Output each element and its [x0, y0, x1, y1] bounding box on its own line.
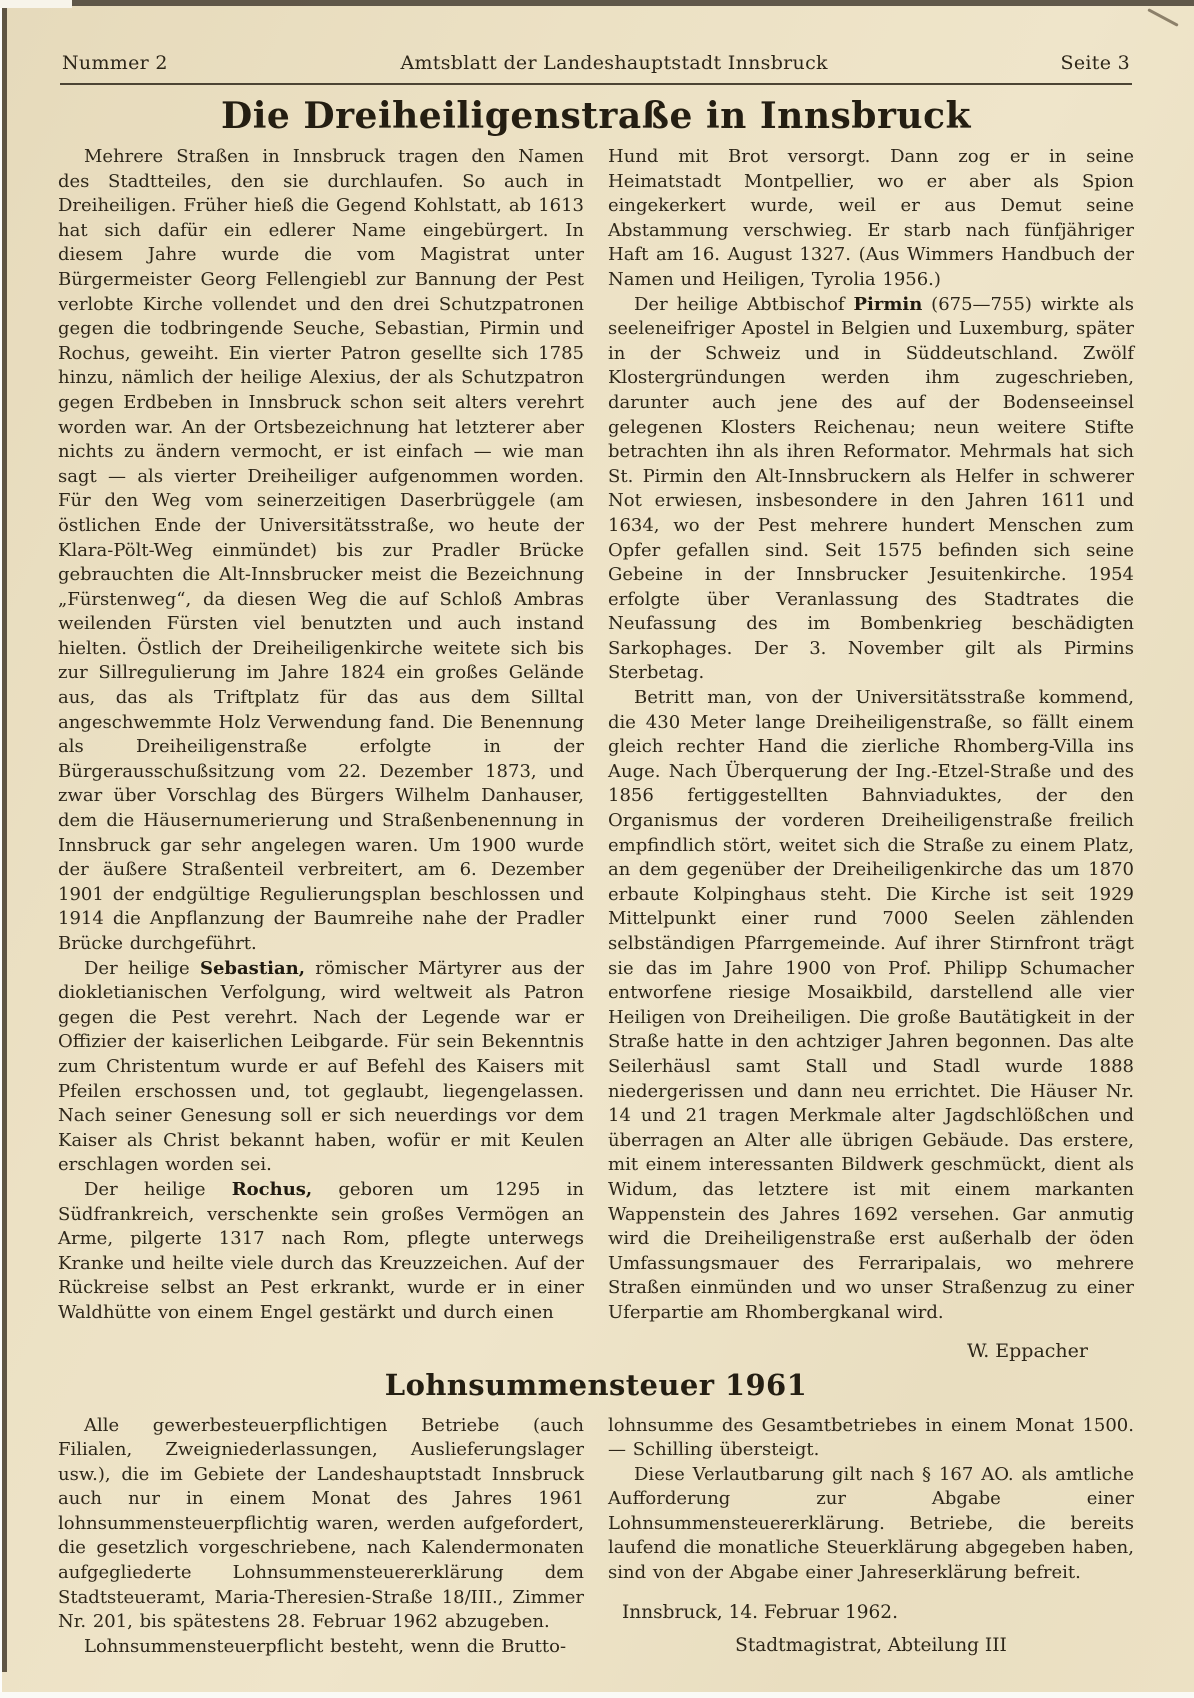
paragraph-text: lohnsumme des Gesamtbetriebes in einem Monat 1500.— Schilling übersteigt.	[608, 1414, 1134, 1461]
article1-title: Die Dreiheiligenstraße in Innsbruck	[221, 95, 971, 137]
article1-left-column	[58, 145, 584, 1326]
paragraph	[58, 1635, 584, 1660]
paragraph	[58, 1414, 584, 1635]
paragraph-text: Der heilige	[84, 957, 200, 979]
paragraph-text: geboren um 1295 in Südfrankreich, verschenkte sein großes Vermögen an Arme, pilgerte 1317 nach Rom, pflegte unterwegs Kranke und heilte viele durch das Kreuzzeichen. Auf der Rückreise selbst an Pest erkrankt, wurde er in einer Waldhütte von einem Engel gestärkt und durch einen	[58, 1178, 584, 1323]
paragraph-text: (675—755) wirkte als seeleneifriger Apostel in Belgien und Luxemburg, später in der Schweiz und in Süddeutschland. Zwölf Klostergründungen werden ihm zugeschrieben, darunter auch jene des auf der Bodenseeinsel gelegenen Klosters Reichenau; neun weitere Stifte betrachten ihn als ihren Reformator. Mehrmals hat sich St. Pirmin den Alt-Innsbruckern als Helfer in schwerer Not erwiesen, insbesondere in den Jahren 1611 und 1634, wo der Pest mehrere hundert Menschen zum Opfer gefallen sind. Seit 1575 befinden sich seine Gebeine in der Innsbrucker Jesuitenkirche. 1954 erfolgte über Veranlassung des Stadtrates die Neufassung des im Bombenkrieg beschädigten Sarkophages. Der 3. November gilt als Pirmins Sterbetag.	[608, 293, 1134, 684]
paragraph-text: Lohnsummensteuerpflicht besteht, wenn die Brutto-	[84, 1635, 567, 1657]
article2-left-column	[58, 1414, 584, 1660]
issue-number: Nummer 2	[62, 52, 168, 74]
paragraph-bold: Pirmin	[853, 293, 923, 315]
article2-signature: Stadtmagistrat, Abteilung III	[735, 1634, 1007, 1656]
scan-margin-bottom	[0, 1692, 1194, 1698]
paragraph-bold: Sebastian,	[199, 957, 305, 979]
paragraph	[608, 145, 1134, 293]
masthead	[58, 52, 1134, 74]
article1-author-signature: W. Eppacher	[966, 1339, 1088, 1362]
article2-dateline: Innsbruck, 14. Februar 1962.	[622, 1601, 898, 1623]
paragraph	[58, 1178, 584, 1326]
paragraph-text: Mehrere Straßen in Innsbruck tragen den Namen des Stadtteiles, den sie durchlaufen. So auch in Dreiheiligen. Früher hieß die Gegend Kohlstatt, ab 1613 hat sich dafür ein edlerer Name eingebürgert. In diesem Jahre wurde die vom Magistrat unter Bürgermeister Georg Fellengiebl zur Bannung der Pest verlobte Kirche vollendet und den drei Schutzpatronen gegen die todbringende Seuche, Sebastian, Pirmin und Rochus, geweiht. Ein vierter Patron gesellte sich 1785 hinzu, nämlich der heilige Alexius, der als Schutzpatron gegen Erdbeben in Innsbruck schon seit alters verehrt worden war. An der Ortsbezeichnung hat letzterer aber nichts zu ändern vermocht, er ist einfach — wie man sagt — als vierter Dreiheiliger aufgenommen worden. Für den Weg vom seinerzeitigen Daserbrüggele (am östlichen Ende der Universitätsstraße, wo heute der Klara-Pölt-Weg einmündet) bis zur Pradler Brücke gebrauchten die Alt-Innsbrucker meist die Bezeichnung „Fürstenweg“, da diesen Weg die auf Schloß Ambras weilenden Fürsten viel benutzten und auch instand hielten. Östlich der Dreiheiligenkirche weitete sich bis zur Sillregulierung im Jahre 1824 ein großes Gelände aus, das als Triftplatz für das aus dem Silltal angeschwemmte Holz Verwendung fand. Die Benennung als Dreiheiligenstraße erfolgte in der Bürgerausschußsitzung vom 22. Dezember 1873, und zwar über Vorschlag des Bürgers Wilhelm Danhauser, dem die Häusernumerierung und Straßenbenennung in Innsbruck gar sehr angelegen waren. Um 1900 wurde der äußere Straßenteil verbreitert, am 6. Dezember 1901 der endgültige Regulierungsplan beschlossen und 1914 die Anpflanzung der Baumreihe nahe der Pradler Brücke durchgeführt.	[58, 146, 584, 954]
article2-right-column	[608, 1414, 1134, 1656]
article2-title: Lohnsummensteuer 1961	[384, 1367, 808, 1402]
paragraph-text: Hund mit Brot versorgt. Dann zog er in seine Heimatstadt Montpellier, wo er aber als Spion eingekerkert wurde, weil er aus Demut seine Abstammung verschwieg. Er starb nach fünfjähriger Haft am 16. August 1327. (Aus Wimmers Handbuch der Namen und Heiligen, Tyrolia 1956.)	[608, 146, 1134, 290]
masthead-rule	[60, 83, 1132, 85]
paragraph	[58, 957, 584, 1178]
page-number: Seite 3	[1060, 52, 1130, 74]
paragraph-text: Der heilige Abtbischof	[634, 293, 854, 315]
article1-right-column	[608, 145, 1134, 1362]
paragraph	[608, 293, 1134, 687]
paragraph-text: Der heilige	[84, 1178, 232, 1200]
paragraph-bold: Rochus,	[231, 1178, 313, 1200]
paragraph	[608, 1463, 1134, 1586]
journal-title: Amtsblatt der Landeshauptstadt Innsbruck	[400, 52, 828, 74]
article1-columns	[58, 145, 1134, 1362]
paragraph	[58, 145, 584, 957]
paragraph-text: Betritt man, von der Universitätsstraße kommend, die 430 Meter lange Dreiheiligenstraße, so fällt einem gleich rechter Hand die zierliche Rhomberg-Villa ins Auge. Nach Überquerung der Ing.-Etzel-Straße und des 1856 fertiggestellten Bahnviaduktes, der den Organismus der vorderen Dreiheiligenstraße freilich empfindlich stört, weitet sich die Straße zu einem Platz, an dem gegenüber der Dreiheiligenkirche das um 1870 erbaute Kolpinghaus steht. Die Kirche ist seit 1929 Mittelpunkt einer rund 7000 Seelen zählenden selbständigen Pfarrgemeinde. Auf ihrer Stirnfront trägt sie das im Jahre 1900 von Prof. Philipp Schumacher entworfene riesige Mosaikbild, darstellend alle vier Heiligen von Dreiheiligen. Die große Bautätigkeit in der Straße hatte in den achtziger Jahren begonnen. Das alte Seilerhäusl samt Stall und Stadl wurde 1888 niedergerissen und dann neu errichtet. Die Häuser Nr. 14 und 21 tragen Merkmale alter Jagdschlößchen und überragen an Alter alle übrigen Gebäude. Das erstere, mit einem interessanten Bildwerk geschmückt, dient als Widum, das letztere ist mit einem markanten Wappenstein des Jahres 1692 versehen. Gar anmutig wird die Dreiheiligenstraße erst außerhalb der öden Umfassungsmauer des Ferraripalais, wo mehrere Straßen einmünden und wo unser Straßenzug zu einer Uferpartie am Rhombergkanal wird.	[608, 687, 1134, 1323]
article2-columns	[58, 1414, 1134, 1660]
paragraph-text: römischer Märtyrer aus der diokletianischen Verfolgung, wird weltweit als Patron gegen die Pest verehrt. Nach der Legende war er Offizier der kaiserlichen Leibgarde. Für sein Bekenntnis zum Christentum wurde er auf Befehl des Kaisers mit Pfeilen erschossen und, tot geglaubt, liegengelassen. Nach seiner Genesung soll er sich neuerdings vor dem Kaiser als Christ bekannt haben, wofür er mit Keulen erschlagen worden sei.	[58, 957, 584, 1176]
paragraph	[608, 1414, 1134, 1463]
paragraph-text: Diese Verlautbarung gilt nach § 167 AO. als amtliche Aufforderung zur Abgabe einer Lohnsummensteuererklärung. Betriebe, die bereits laufend die monatliche Steuerklärung abgegeben haben, sind von der Abgabe einer Jahreserklärung befreit.	[608, 1463, 1134, 1584]
paragraph	[608, 686, 1134, 1325]
paragraph-text: Alle gewerbesteuerpflichtigen Betriebe (auch Filialen, Zweigniederlassungen, Auslieferungslager usw.), die im Gebiete der Landeshauptstadt Innsbruck auch nur in einem Monat des Jahres 1961 lohnsummensteuerpflichtig waren, werden aufgefordert, die gesetzlich vorgeschriebene, nach Kalendermonaten aufgegliederte Lohnsummensteuererklärung dem Stadtsteueramt, Maria-Theresien-Straße 18/III., Zimmer Nr. 201, bis spätestens 28. Februar 1962 abzugeben.	[58, 1414, 584, 1633]
